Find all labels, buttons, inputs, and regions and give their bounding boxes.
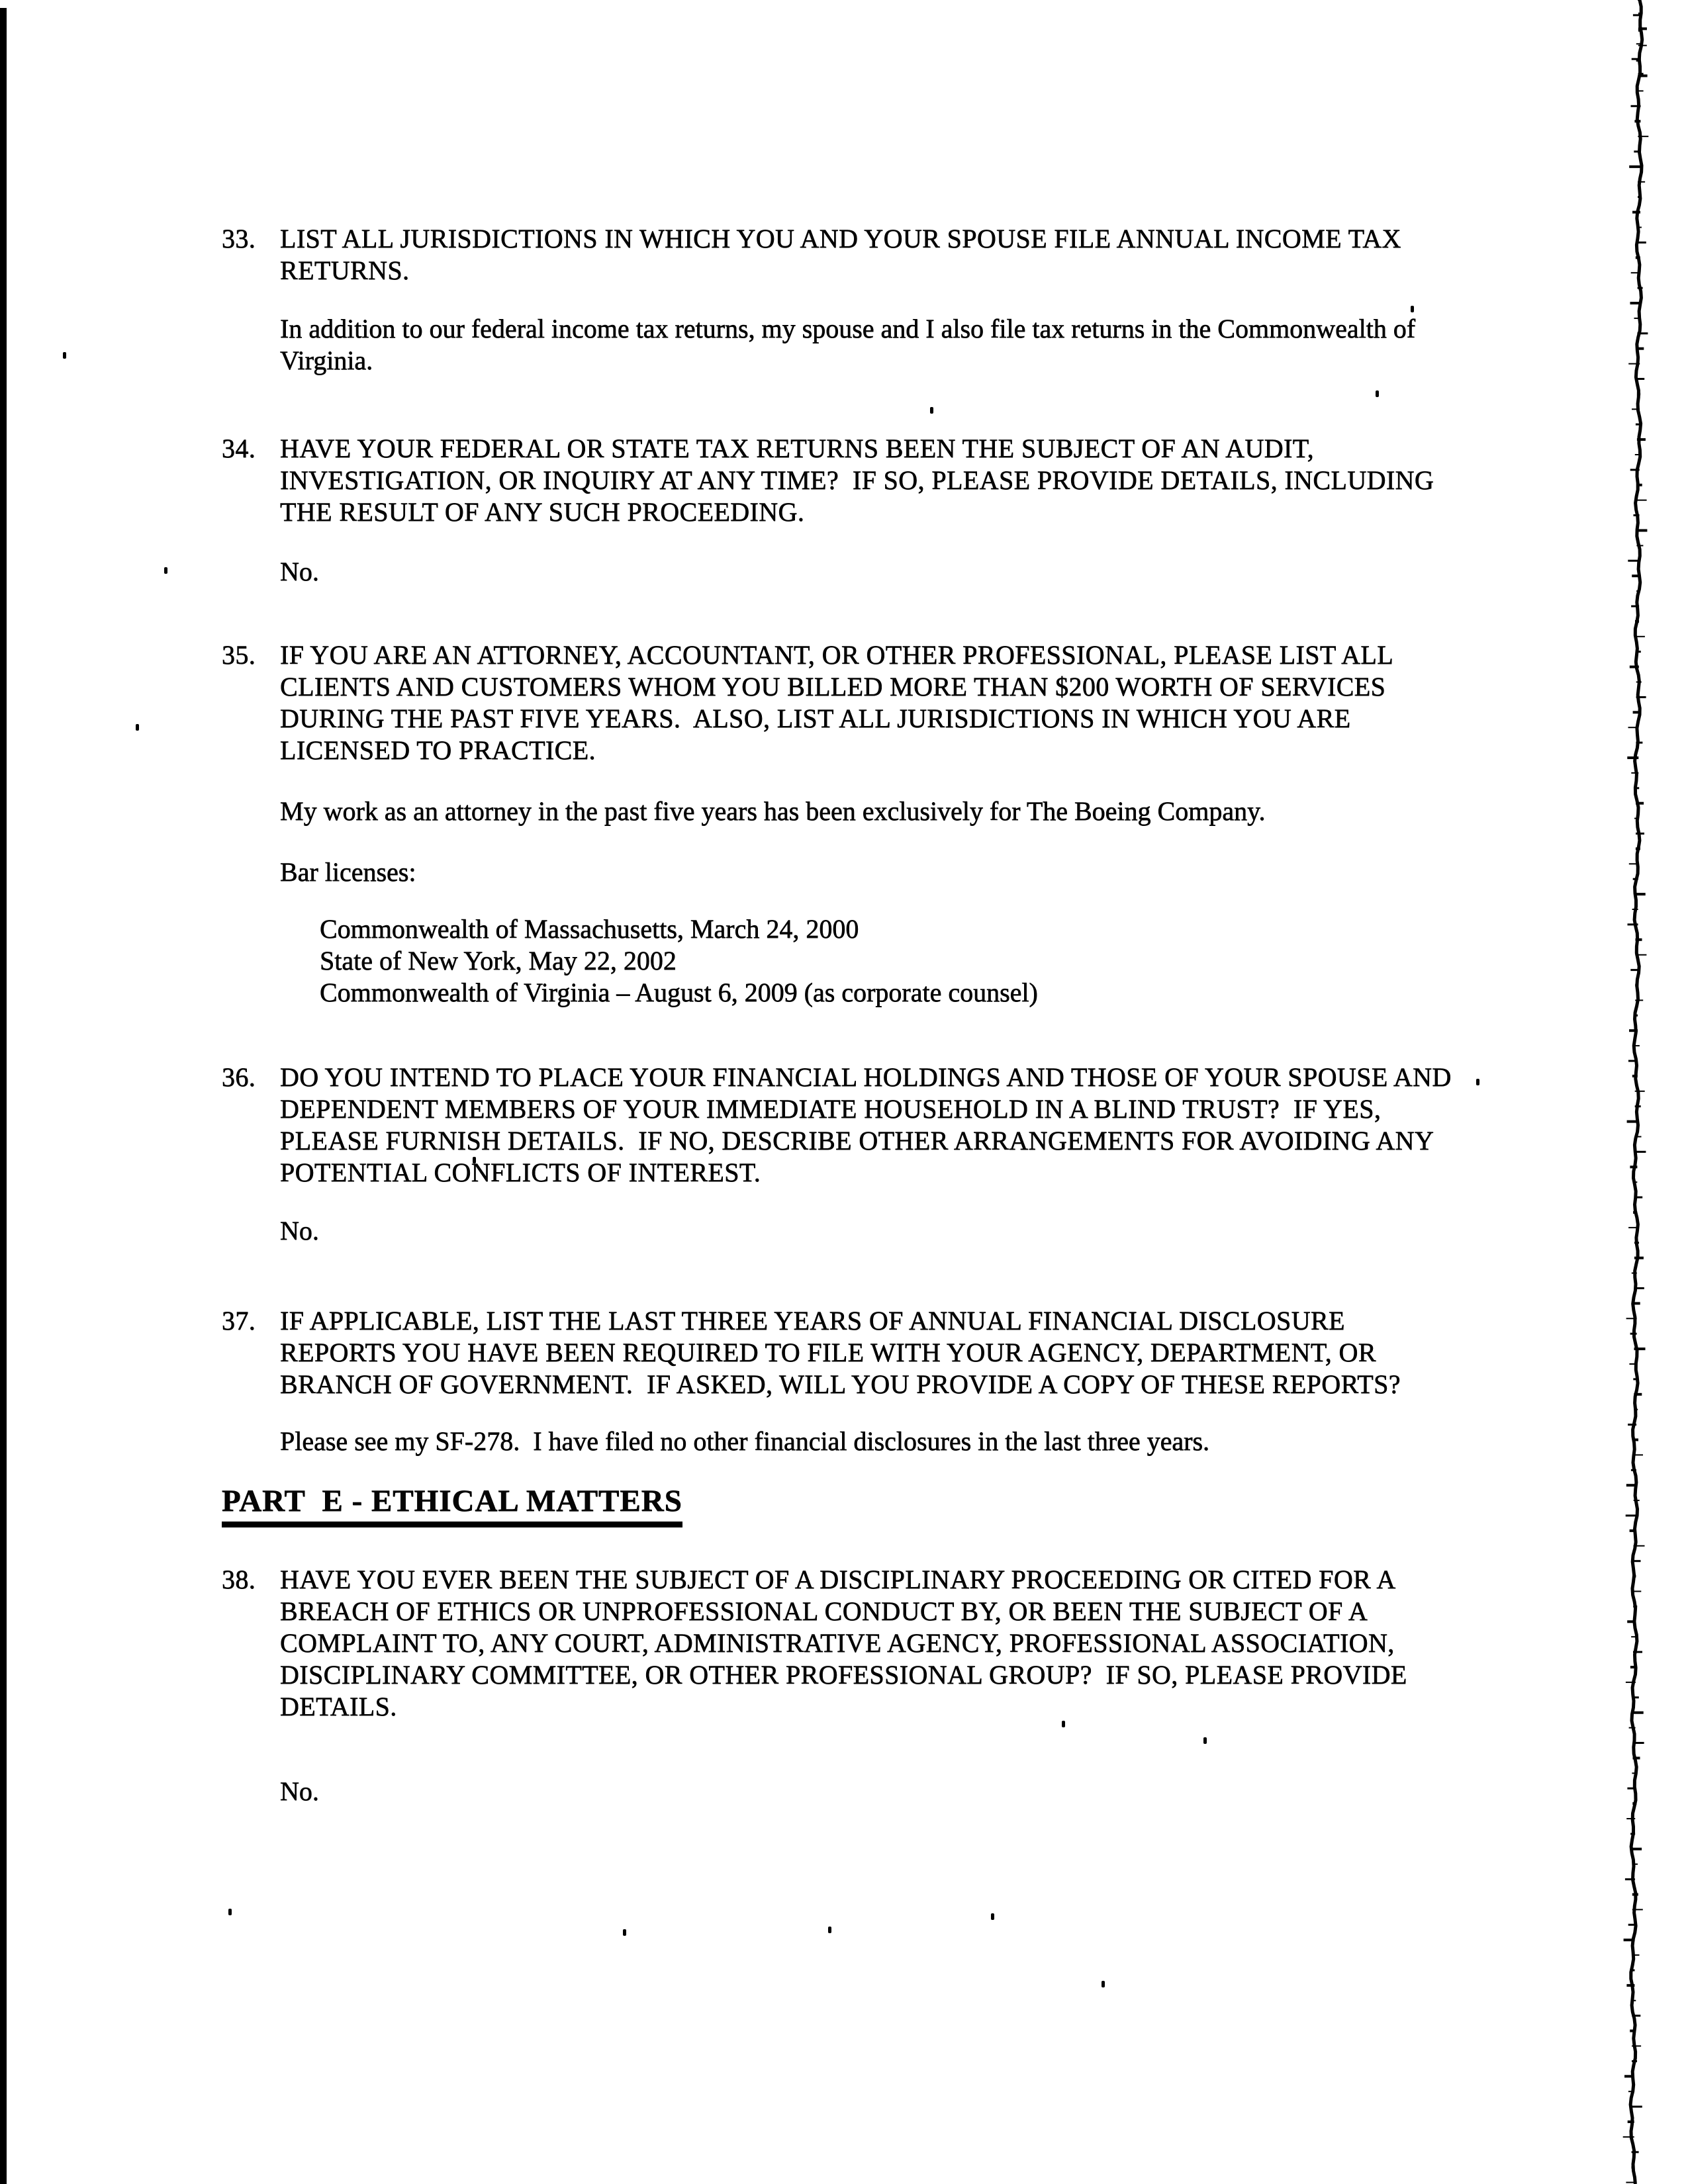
scan-speck bbox=[828, 1927, 831, 1933]
question-text: IF APPLICABLE, LIST THE LAST THREE YEARS OF ANNUAL FINANCIAL DISCLOSURE REPORTS YOU HAVE BEEN REQUIRED TO FILE WITH YOUR AGENCY, DEPARTMENT, OR BRANCH OF GOVERNMENT. IF ASKED, WILL YOU PROVIDE A COPY OF THESE REPORTS? bbox=[280, 1306, 1401, 1399]
question-number: 38. bbox=[222, 1565, 256, 1594]
scan-speck bbox=[164, 567, 167, 574]
answer-text: Please see my SF-278. I have filed no other financial disclosures in the last three years. bbox=[280, 1426, 1210, 1456]
question-text: HAVE YOU EVER BEEN THE SUBJECT OF A DISCIPLINARY PROCEEDING OR CITED FOR A BREACH OF ETHICS OR UNPROFESSIONAL CONDUCT BY, OR BEEN THE SUBJECT OF A COMPLAINT TO, ANY COURT, ADMINISTRATIVE AGENCY, PROFESSIONAL ASSOCIATION, DISCIPLINARY COMMITTEE, OR OTHER PROFESSIONAL GROUP? IF SO, PLEASE PROVIDE DETAILS. bbox=[280, 1565, 1415, 1721]
answer-text: No. bbox=[280, 1776, 319, 1806]
question-number: 37. bbox=[222, 1306, 256, 1336]
question-row bbox=[222, 433, 1463, 528]
scan-speck bbox=[623, 1929, 626, 1936]
bar-licenses-label: Bar licenses: bbox=[280, 857, 416, 887]
question-37-block bbox=[222, 1305, 1463, 1457]
document-content bbox=[222, 223, 1463, 1807]
answer-text: No. bbox=[280, 1216, 319, 1246]
question-row bbox=[222, 223, 1463, 287]
bar-licenses-list bbox=[320, 913, 1463, 1009]
question-38-block bbox=[222, 1564, 1463, 1807]
scan-speck bbox=[1102, 1981, 1105, 1987]
question-row bbox=[222, 639, 1463, 766]
question-number: 33. bbox=[222, 224, 256, 253]
question-34-block bbox=[222, 433, 1463, 588]
bar-license-item: Commonwealth of Massachusetts, March 24, 2000 bbox=[320, 914, 859, 944]
bar-license-item: Commonwealth of Virginia – August 6, 2009 (as corporate counsel) bbox=[320, 978, 1038, 1007]
scan-speck bbox=[1476, 1079, 1479, 1085]
answer-text: My work as an attorney in the past five years has been exclusively for The Boeing Company. bbox=[280, 796, 1266, 826]
question-33-block bbox=[222, 223, 1463, 377]
question-number: 34. bbox=[222, 433, 256, 463]
part-e-heading: PART E - ETHICAL MATTERS bbox=[222, 1484, 682, 1527]
question-35-block bbox=[222, 639, 1463, 1009]
question-row bbox=[222, 1564, 1463, 1723]
scan-speck bbox=[228, 1909, 232, 1915]
answer-text: No. bbox=[280, 557, 319, 586]
bar-license-item: State of New York, May 22, 2002 bbox=[320, 946, 677, 976]
left-edge-scan-bar bbox=[0, 8, 7, 2184]
scan-speck bbox=[63, 352, 66, 359]
question-text: IF YOU ARE AN ATTORNEY, ACCOUNTANT, OR OTHER PROFESSIONAL, PLEASE LIST ALL CLIENTS AND CUSTOMERS WHOM YOU BILLED MORE THAN $200 WORTH OF SERVICES DURING THE PAST FIVE YEARS. ALSO, LIST ALL JURISDICTIONS IN WHICH YOU ARE LICENSED TO PRACTICE. bbox=[280, 640, 1400, 765]
scan-speck bbox=[136, 724, 139, 731]
scan-speck bbox=[991, 1913, 994, 1920]
question-36-block bbox=[222, 1062, 1463, 1247]
question-row bbox=[222, 1305, 1463, 1400]
answer-text: In addition to our federal income tax returns, my spouse and I also file tax returns in the Commonwealth of Virginia. bbox=[280, 314, 1422, 375]
question-text: LIST ALL JURISDICTIONS IN WHICH YOU AND YOUR SPOUSE FILE ANNUAL INCOME TAX RETURNS. bbox=[280, 224, 1409, 285]
question-number: 35. bbox=[222, 640, 256, 670]
question-number: 36. bbox=[222, 1062, 256, 1092]
question-text: HAVE YOUR FEDERAL OR STATE TAX RETURNS BEEN THE SUBJECT OF AN AUDIT, INVESTIGATION, OR INQUIRY AT ANY TIME? IF SO, PLEASE PROVIDE DETAILS, INCLUDING THE RESULT OF ANY SUCH PROCEEDING. bbox=[280, 433, 1440, 527]
question-text: DO YOU INTEND TO PLACE YOUR FINANCIAL HOLDINGS AND THOSE OF YOUR SPOUSE AND DEPENDENT MEMBERS OF YOUR IMMEDIATE HOUSEHOLD IN A BLIND TRUST? IF YES, PLEASE FURNISH DETAILS. IF NO, DESCRIBE OTHER ARRANGEMENTS FOR AVOIDING ANY POTENTIAL CONFLICTS OF INTEREST. bbox=[280, 1062, 1459, 1187]
question-row bbox=[222, 1062, 1463, 1189]
